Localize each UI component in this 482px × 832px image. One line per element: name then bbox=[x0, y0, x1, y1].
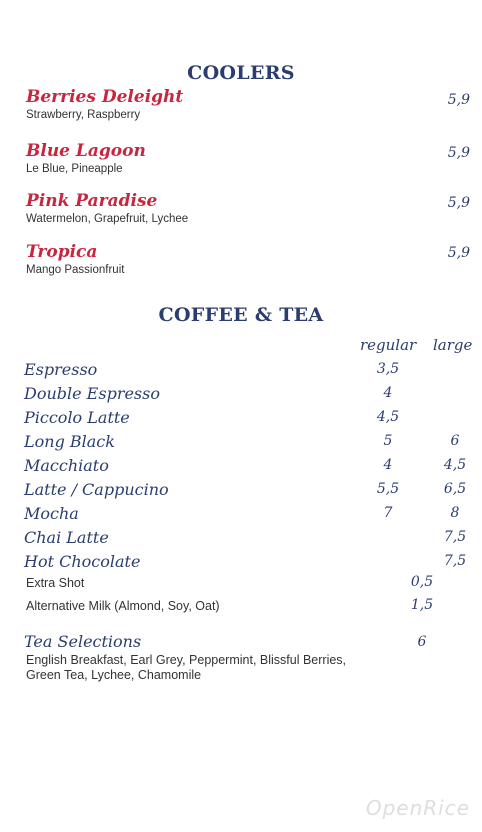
price-large: 6 bbox=[450, 433, 460, 449]
cooler-description: Watermelon, Grapefruit, Lychee bbox=[26, 213, 189, 225]
drink-row bbox=[0, 456, 482, 480]
drink-row bbox=[0, 552, 482, 576]
cooler-name: Blue Lagoon bbox=[26, 141, 146, 161]
drink-row bbox=[0, 432, 482, 456]
drink-row bbox=[0, 384, 482, 408]
price-large: 7,5 bbox=[443, 553, 467, 569]
drink-name: Piccolo Latte bbox=[24, 408, 130, 427]
price-regular: 3,5 bbox=[376, 361, 400, 377]
openrice-watermark: OpenRice bbox=[365, 796, 470, 820]
coffee-tea-heading: COFFEE & TEA bbox=[158, 304, 324, 326]
extra-name: Alternative Milk (Almond, Soy, Oat) bbox=[26, 599, 220, 613]
tea-description-line: English Breakfast, Earl Grey, Peppermint, Blissful Berries, bbox=[26, 653, 347, 667]
column-header-regular: regular bbox=[360, 336, 417, 354]
cooler-name: Tropica bbox=[26, 242, 98, 262]
price-regular: 7 bbox=[383, 505, 393, 521]
tea-selections-description bbox=[26, 653, 426, 683]
cooler-description: Mango Passionfruit bbox=[26, 264, 125, 276]
drink-name: Espresso bbox=[24, 360, 98, 379]
drink-row bbox=[0, 408, 482, 432]
drink-name: Double Espresso bbox=[24, 384, 160, 403]
cooler-price: 5,9 bbox=[447, 245, 470, 261]
coolers-heading: COOLERS bbox=[187, 62, 295, 84]
cooler-description: Le Blue, Pineapple bbox=[26, 163, 123, 175]
drink-row bbox=[0, 480, 482, 504]
tea-description-line: Green Tea, Lychee, Chamomile bbox=[26, 668, 202, 682]
cooler-price: 5,9 bbox=[447, 195, 470, 211]
drink-name: Long Black bbox=[24, 432, 115, 451]
column-header-large: large bbox=[433, 336, 473, 354]
price-regular: 5 bbox=[383, 433, 393, 449]
price-regular: 4 bbox=[383, 457, 393, 473]
drink-name: Chai Latte bbox=[24, 528, 109, 547]
price-large: 6,5 bbox=[443, 481, 467, 497]
drink-name: Latte / Cappucino bbox=[24, 480, 169, 499]
drink-name: Hot Chocolate bbox=[24, 552, 141, 571]
cooler-name: Berries Deleight bbox=[26, 87, 184, 107]
price-regular: 4,5 bbox=[376, 409, 400, 425]
cooler-name: Pink Paradise bbox=[26, 191, 158, 211]
tea-selections-title: Tea Selections bbox=[24, 632, 142, 651]
tea-selections-price: 6 bbox=[417, 634, 427, 650]
price-large: 8 bbox=[450, 505, 460, 521]
price-large: 7,5 bbox=[443, 529, 467, 545]
price-regular: 4 bbox=[383, 385, 393, 401]
extra-name: Extra Shot bbox=[26, 576, 85, 590]
price-regular: 5,5 bbox=[376, 481, 400, 497]
cooler-price: 5,9 bbox=[447, 92, 470, 108]
drink-row bbox=[0, 504, 482, 528]
drink-name: Mocha bbox=[24, 504, 79, 523]
extra-price: 0,5 bbox=[410, 574, 434, 590]
extra-price: 1,5 bbox=[410, 597, 434, 613]
price-large: 4,5 bbox=[443, 457, 467, 473]
cooler-price: 5,9 bbox=[447, 145, 470, 161]
extra-row bbox=[0, 576, 482, 598]
drink-name: Macchiato bbox=[24, 456, 109, 475]
drink-row bbox=[0, 360, 482, 384]
extra-row bbox=[0, 599, 482, 621]
drink-row bbox=[0, 528, 482, 552]
cooler-description: Strawberry, Raspberry bbox=[26, 109, 141, 121]
